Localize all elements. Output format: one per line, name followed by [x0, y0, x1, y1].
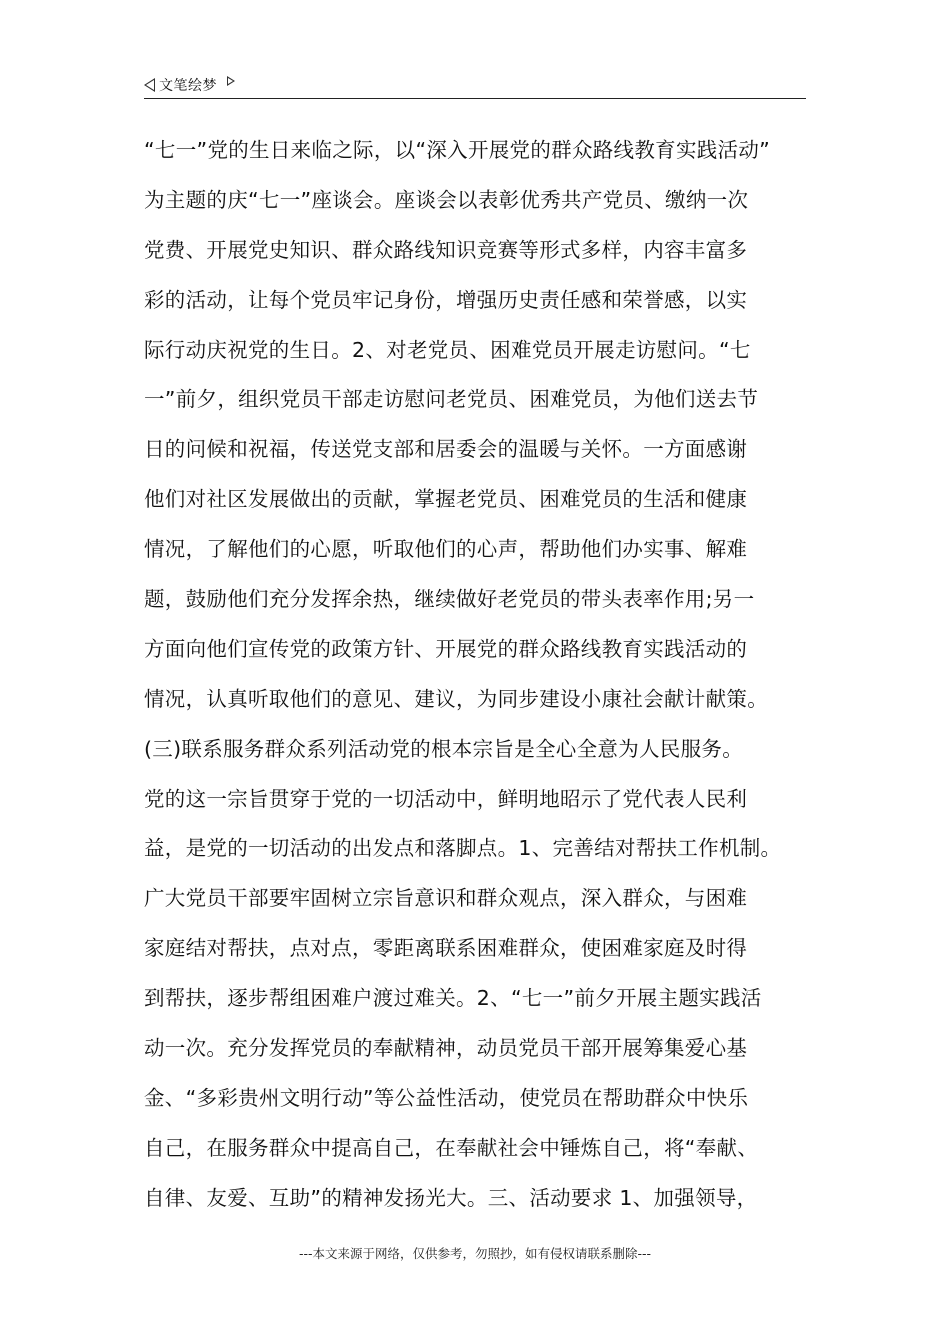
text-line: 益，是党的一切活动的出发点和落脚点。1、完善结对帮扶工作机制。	[144, 836, 782, 861]
text-line: “七一”党的生日来临之际，以“深入开展党的群众路线教育实践活动”	[144, 138, 771, 162]
text-line: 自己，在服务群众中提高自己，在奉献社会中锤炼自己，将“奉献、	[144, 1135, 759, 1160]
footer-notice: ---本文来源于网络，仅供参考，勿照抄，如有侵权请联系删除---	[298, 1246, 652, 1261]
text-line: 题，鼓励他们充分发挥余热，继续做好老党员的带头表率作用;另一	[144, 587, 755, 612]
text-line: (三)联系服务群众系列活动党的根本宗旨是全心全意为人民服务。	[144, 736, 743, 761]
text-line: 方面向他们宣传党的政策方针、开展党的群众路线教育实践活动的	[144, 636, 748, 661]
text-line: 金、“多彩贵州文明行动”等公益性活动，使党员在帮助群众中快乐	[144, 1085, 749, 1110]
document-body	[144, 126, 824, 1224]
triangle-left-icon	[144, 78, 155, 92]
text-line: 日的问候和祝福，传送党支部和居委会的温暖与关怀。一方面感谢	[144, 437, 748, 462]
page-header	[144, 72, 806, 99]
text-line: 彩的活动，让每个党员牢记身份，增强历史责任感和荣誉感，以实	[144, 287, 748, 312]
text-line: 党费、开展党史知识、群众路线知识竞赛等形式多样，内容丰富多	[144, 237, 748, 262]
triangle-right-icon	[227, 76, 235, 86]
text-line: 他们对社区发展做出的贡献，掌握老党员、困难党员的生活和健康	[144, 487, 748, 512]
text-line: 到帮扶，逐步帮组困难户渡过难关。2、“七一”前夕开展主题实践活	[144, 986, 762, 1011]
text-line: 情况，认真听取他们的意见、建议，为同步建设小康社会献计献策。	[144, 686, 768, 711]
text-line: 情况，了解他们的心愿，听取他们的心声，帮助他们办实事、解难	[144, 537, 748, 562]
text-line: 动一次。充分发挥党员的奉献精神，动员党员干部开展筹集爱心基	[144, 1036, 748, 1061]
text-line: 广大党员干部要牢固树立宗旨意识和群众观点，深入群众，与困难	[144, 886, 748, 911]
header-brand: 文笔绘梦	[159, 78, 217, 94]
text-line: 党的这一宗旨贯穿于党的一切活动中，鲜明地昭示了党代表人民利	[144, 786, 748, 811]
text-line: 际行动庆祝党的生日。2、对老党员、困难党员开展走访慰问。“七	[144, 337, 751, 362]
text-line: 自律、友爱、互助”的精神发扬光大。三、活动要求 1、加强领导，	[144, 1185, 758, 1210]
text-line: 一”前夕，组织党员干部走访慰问老党员、困难党员，为他们送去节	[144, 387, 759, 412]
text-line: 为主题的庆“七一”座谈会。座谈会以表彰优秀共产党员、缴纳一次	[144, 187, 749, 212]
text-line: 家庭结对帮扶，点对点，零距离联系困难群众，使困难家庭及时得	[144, 936, 748, 961]
